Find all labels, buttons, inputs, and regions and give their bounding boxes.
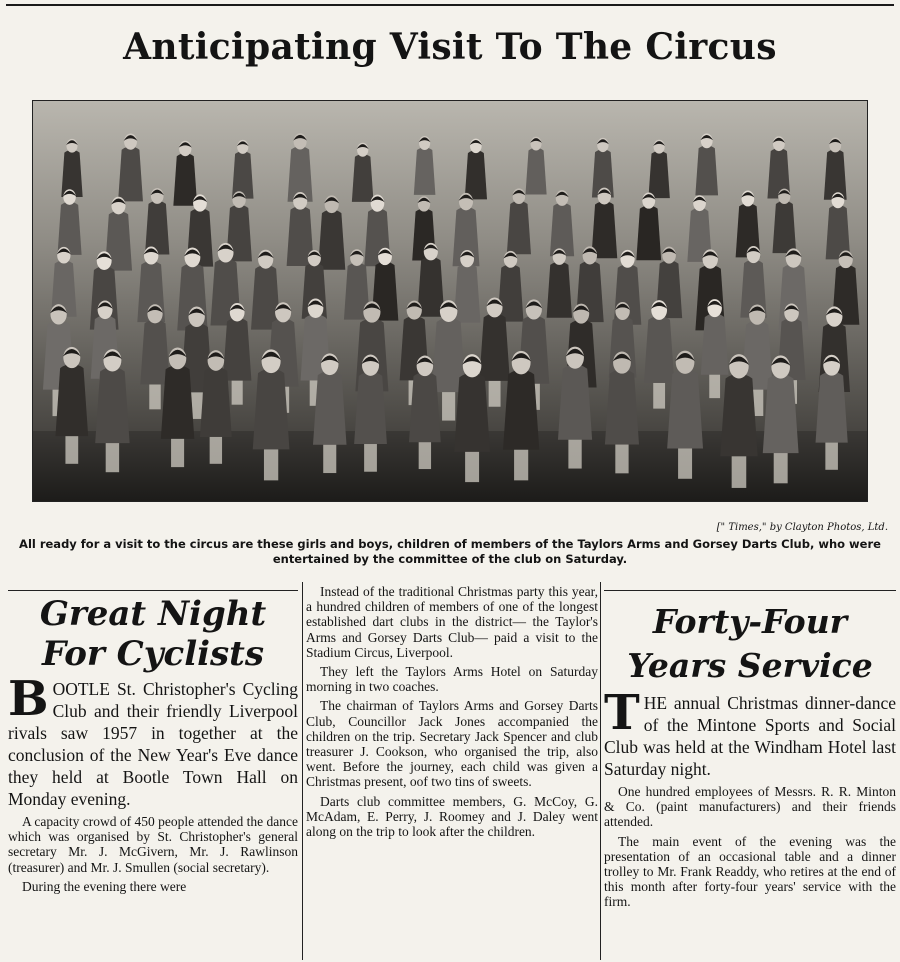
child-figure	[465, 150, 487, 199]
child-legs	[210, 437, 222, 464]
paragraph: A capacity crowd of 450 people attended the dance which was organised by St. Christopher's general secretary Mr. J. McGivern, Mr. J. Rawlinson (treasurer) and Mr. J. Smullen (social secretary).	[8, 814, 298, 875]
article-title	[8, 594, 298, 674]
article-title	[604, 600, 896, 688]
child-figure	[558, 364, 592, 439]
lead-text: HE annual Christmas dinner-dance of the Mintone Sports and Social Club was held at the Windham Hotel last Saturday night.	[604, 693, 896, 779]
paragraph: One hundred employees of Messrs. R. R. Minton & Co. (paint manufacturers) and their friends attended.	[604, 784, 896, 830]
child-figure	[161, 365, 194, 439]
child-figure	[479, 313, 510, 380]
drop-cap: B	[8, 671, 49, 727]
title-line: Great Night	[39, 594, 267, 634]
child-figure	[763, 374, 799, 453]
child-legs	[732, 456, 747, 488]
lead-paragraph	[8, 671, 298, 810]
child-figure	[636, 205, 661, 260]
child-legs	[678, 448, 692, 478]
paragraph: They left the Taylors Arms Hotel on Saturday morning in two coaches.	[306, 664, 598, 695]
child-figure	[409, 372, 441, 442]
child-figure	[200, 367, 232, 437]
article-circus-trip	[306, 580, 598, 839]
child-legs	[825, 443, 838, 470]
child-figure	[503, 370, 539, 450]
child-legs	[774, 453, 788, 483]
group-photo	[32, 100, 868, 502]
child-figure	[95, 367, 129, 443]
column-divider	[302, 582, 303, 960]
child-figure	[772, 201, 796, 253]
child-figure	[352, 154, 374, 202]
child-figure	[454, 264, 481, 323]
child-legs	[419, 442, 431, 469]
child-legs	[264, 449, 278, 480]
column-rule	[604, 590, 896, 591]
child-legs	[568, 440, 581, 469]
child-figure	[454, 373, 490, 452]
photo-credit: [" Times," by Clayton Photos, Ltd.	[716, 522, 888, 533]
child-figure	[644, 316, 674, 383]
headline: Anticipating Visit To The Circus	[123, 26, 777, 68]
lead-paragraph	[604, 685, 896, 780]
article-forty-four-years-service	[604, 600, 896, 910]
title-line: Forty-Four	[652, 602, 848, 641]
child-figure	[695, 145, 718, 195]
child-legs	[106, 443, 119, 472]
child-legs	[323, 445, 336, 473]
column-rule	[8, 590, 298, 591]
child-figure	[525, 148, 546, 195]
child-figure	[253, 368, 290, 449]
child-legs	[653, 383, 665, 409]
article-great-night-for-cyclists	[8, 594, 298, 894]
child-figure	[816, 371, 848, 442]
child-figure	[232, 151, 254, 199]
title-line: Years Service	[627, 646, 873, 685]
paragraph: The main event of the evening was the presentation of an occasional table and a dinner trolley to Mr. Frank Readdy, who retires at the end of this month after forty-four years' service with the firm.	[604, 833, 896, 910]
child-legs	[489, 381, 501, 407]
child-figure	[251, 265, 280, 330]
child-figure	[667, 369, 703, 448]
group-photo-image	[33, 101, 868, 502]
top-rule	[6, 4, 894, 6]
photo-caption: All ready for a visit to the circus are these girls and boys, children of members of the Taylors Arms and Gorsey Darts Club, who were entertained by the committee of the club on Saturday.	[19, 537, 881, 566]
child-legs	[364, 444, 377, 472]
child-legs	[232, 381, 243, 405]
lead-text: OOTLE St. Christopher's Cycling Club and their friendly Liverpool rivals saw 1957 in together at the conclusion of the New Year's Eve dance they held at Bootle Town Hall on Monday evening.	[8, 679, 298, 809]
child-figure	[507, 201, 531, 254]
child-figure	[173, 153, 197, 206]
child-figure	[55, 364, 88, 436]
child-figure	[824, 149, 847, 199]
paragraph: The chairman of Taylors Arms and Gorsey Darts Club, Councillor Jack Jones accompanied the children on the trip. Secretary Jack Spencer and club treasurer J. Cookson, who organised the trip, also went. Before the journey, each child was given a Christmas present, oof two tins of sweets.	[306, 698, 598, 790]
child-legs	[709, 375, 720, 398]
child-figure	[118, 146, 143, 201]
child-figure	[145, 201, 169, 255]
child-figure	[648, 151, 669, 198]
child-figure	[354, 372, 387, 444]
child-figure	[58, 202, 82, 255]
child-legs	[171, 439, 184, 467]
child-legs	[615, 445, 628, 474]
child-figure	[318, 210, 345, 270]
child-figure	[605, 369, 639, 444]
child-legs	[149, 384, 160, 409]
paragraph: During the evening there were	[22, 878, 187, 894]
child-legs	[442, 392, 455, 420]
paragraph: Instead of the traditional Christmas party this year, a hundred children of members of one of the longest established dart clubs in the district— the Taylor's Arms and Gorsey Darts Club— paid a visit to the Stadium Circus, Liverpool.	[306, 584, 598, 660]
child-figure	[547, 262, 572, 318]
child-figure	[701, 313, 729, 374]
child-figure	[720, 374, 757, 457]
child-figure	[414, 147, 436, 195]
child-figure	[498, 264, 524, 321]
child-legs	[465, 452, 479, 482]
child-legs	[65, 436, 78, 464]
column-divider	[600, 582, 601, 960]
title-line: For Cyclists	[41, 634, 265, 674]
child-figure	[550, 203, 574, 256]
drop-cap: T	[604, 685, 640, 741]
child-figure	[313, 371, 347, 445]
child-legs	[514, 450, 528, 481]
paragraph: Darts club committee members, G. McCoy, G. McAdam, E. Perry, J. Roomey and J. Daley went along on the trip to look after the children.	[306, 793, 598, 840]
